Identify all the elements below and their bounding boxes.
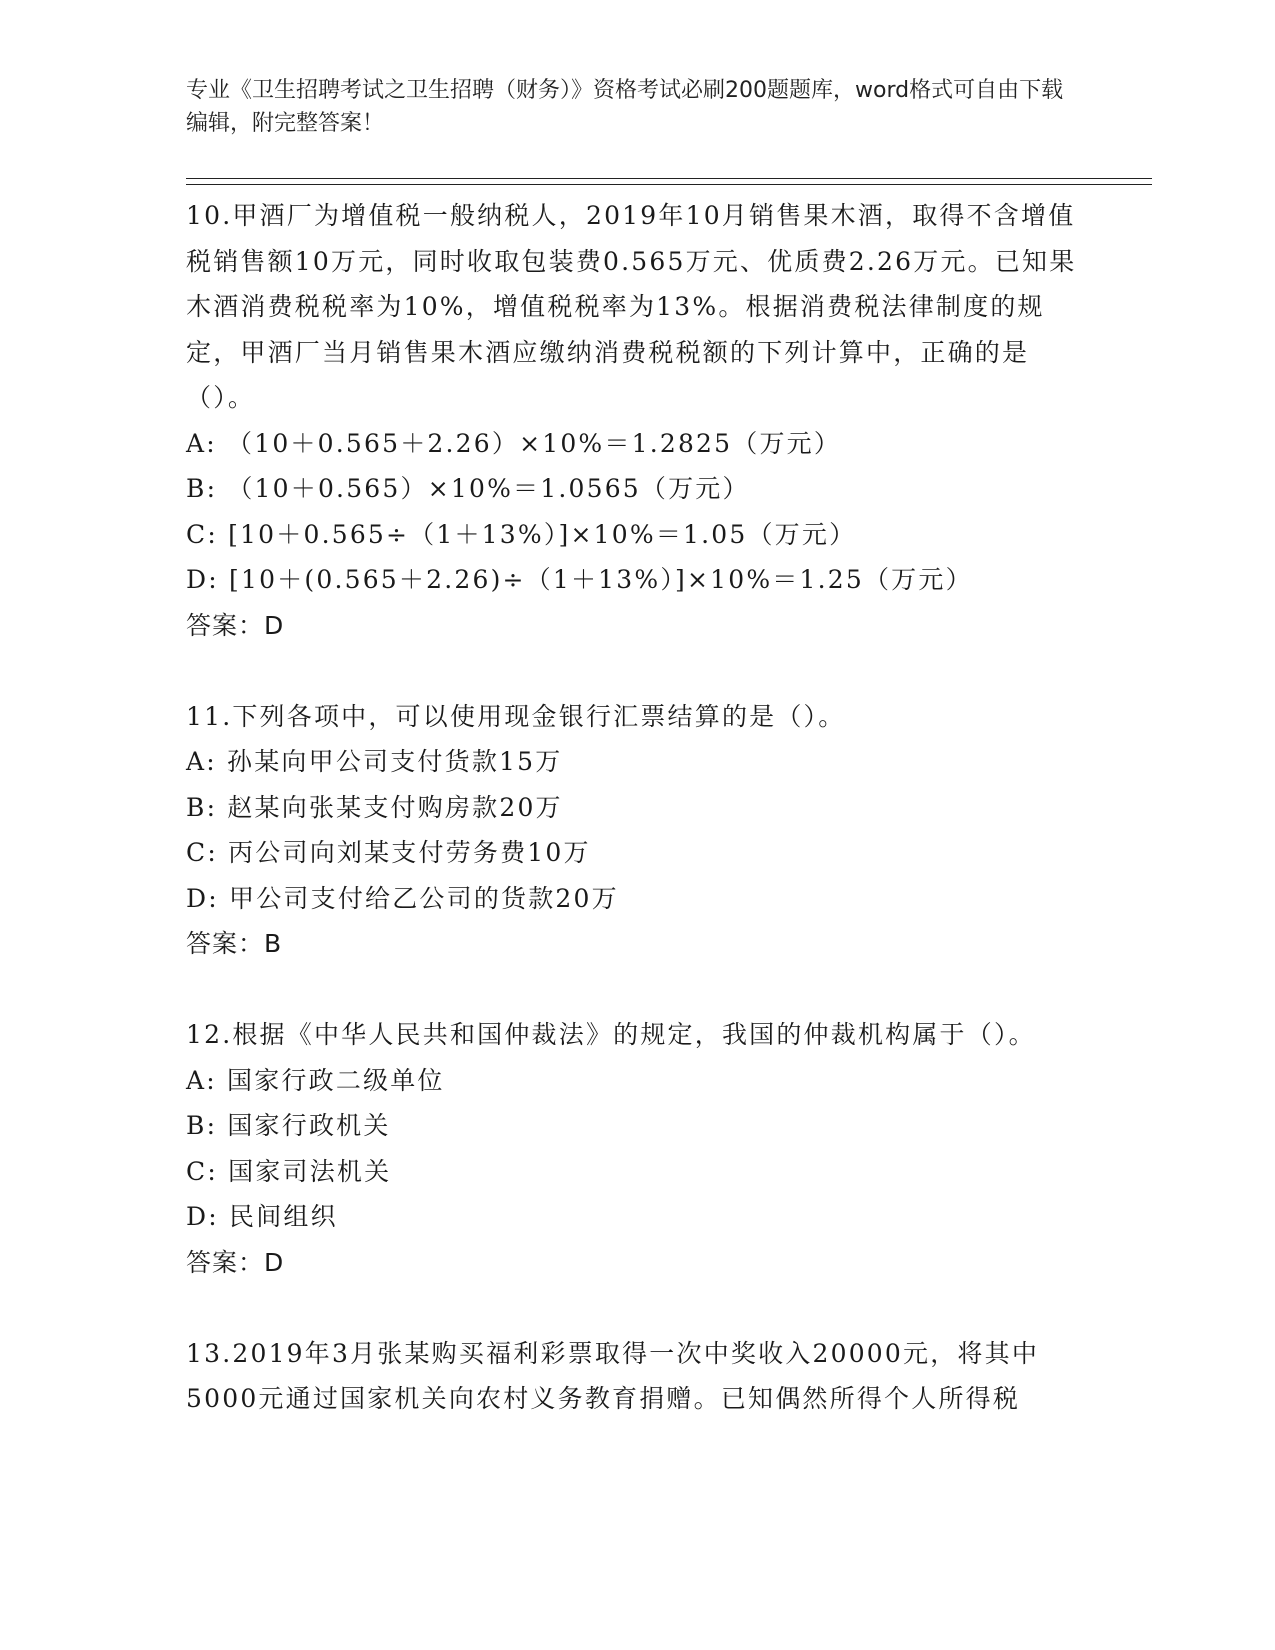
option-b: B: （10＋0.565）×10%＝1.0565（万元） [186, 474, 750, 503]
header-divider-bottom [186, 184, 1152, 185]
option-b: B: 赵某向张某支付购房款20万 [186, 792, 563, 822]
question-11 [186, 694, 1086, 967]
question-stem: 10.甲酒厂为增值税一般纳税人，2019年10月销售果木酒，取得不含增值税销售额10万元，同时收取包装费0.565万元、优质费2.26万元。已知果木酒消费税税率为10%，增值税税率为13%。根据消费税法律制度的规定，甲酒厂当月销售果木酒应缴纳消费税税额的下列计算中，正确的是（）。 [186, 201, 1077, 412]
document-header: 专业《卫生招聘考试之卫生招聘（财务）》资格考试必刷200题题库，word格式可自由下载编辑，附完整答案！ [186, 78, 1064, 136]
option-c: C: 丙公司向刘某支付劳务费10万 [186, 838, 591, 867]
question-list [186, 193, 1086, 1467]
question-stem: 11.下列各项中，可以使用现金银行汇票结算的是（）。 [186, 701, 846, 731]
header-divider-top [186, 178, 1152, 179]
option-d: D: 民间组织 [186, 1202, 338, 1231]
answer: 答案：D [186, 1247, 285, 1277]
option-a: A: （10＋0.565＋2.26）×10%＝1.2825（万元） [186, 428, 842, 458]
option-a: A: 国家行政二级单位 [186, 1065, 445, 1095]
question-stem: 12.根据《中华人民共和国仲裁法》的规定，我国的仲裁机构属于（）。 [186, 1020, 1036, 1049]
option-c: C: 国家司法机关 [186, 1156, 392, 1186]
option-d: D: 甲公司支付给乙公司的货款20万 [186, 883, 619, 913]
option-d: D: [10＋(0.565＋2.26)÷（1＋13%）]×10%＝1.25（万元） [186, 565, 973, 594]
option-b: B: 国家行政机关 [186, 1111, 391, 1140]
option-a: A: 孙某向甲公司支付货款15万 [186, 747, 563, 776]
answer: 答案：D [186, 610, 285, 640]
question-10 [186, 193, 1086, 648]
answer: 答案：B [186, 929, 283, 958]
option-c: C: [10＋0.565÷（1＋13%）]×10%＝1.05（万元） [186, 519, 857, 549]
question-stem: 13.2019年3月张某购买福利彩票取得一次中奖收入20000元，将其中5000元通过国家机关向农村义务教育捐赠。已知偶然所得个人所得税 [186, 1338, 1040, 1413]
question-13 [186, 1331, 1086, 1422]
question-12 [186, 1012, 1086, 1285]
